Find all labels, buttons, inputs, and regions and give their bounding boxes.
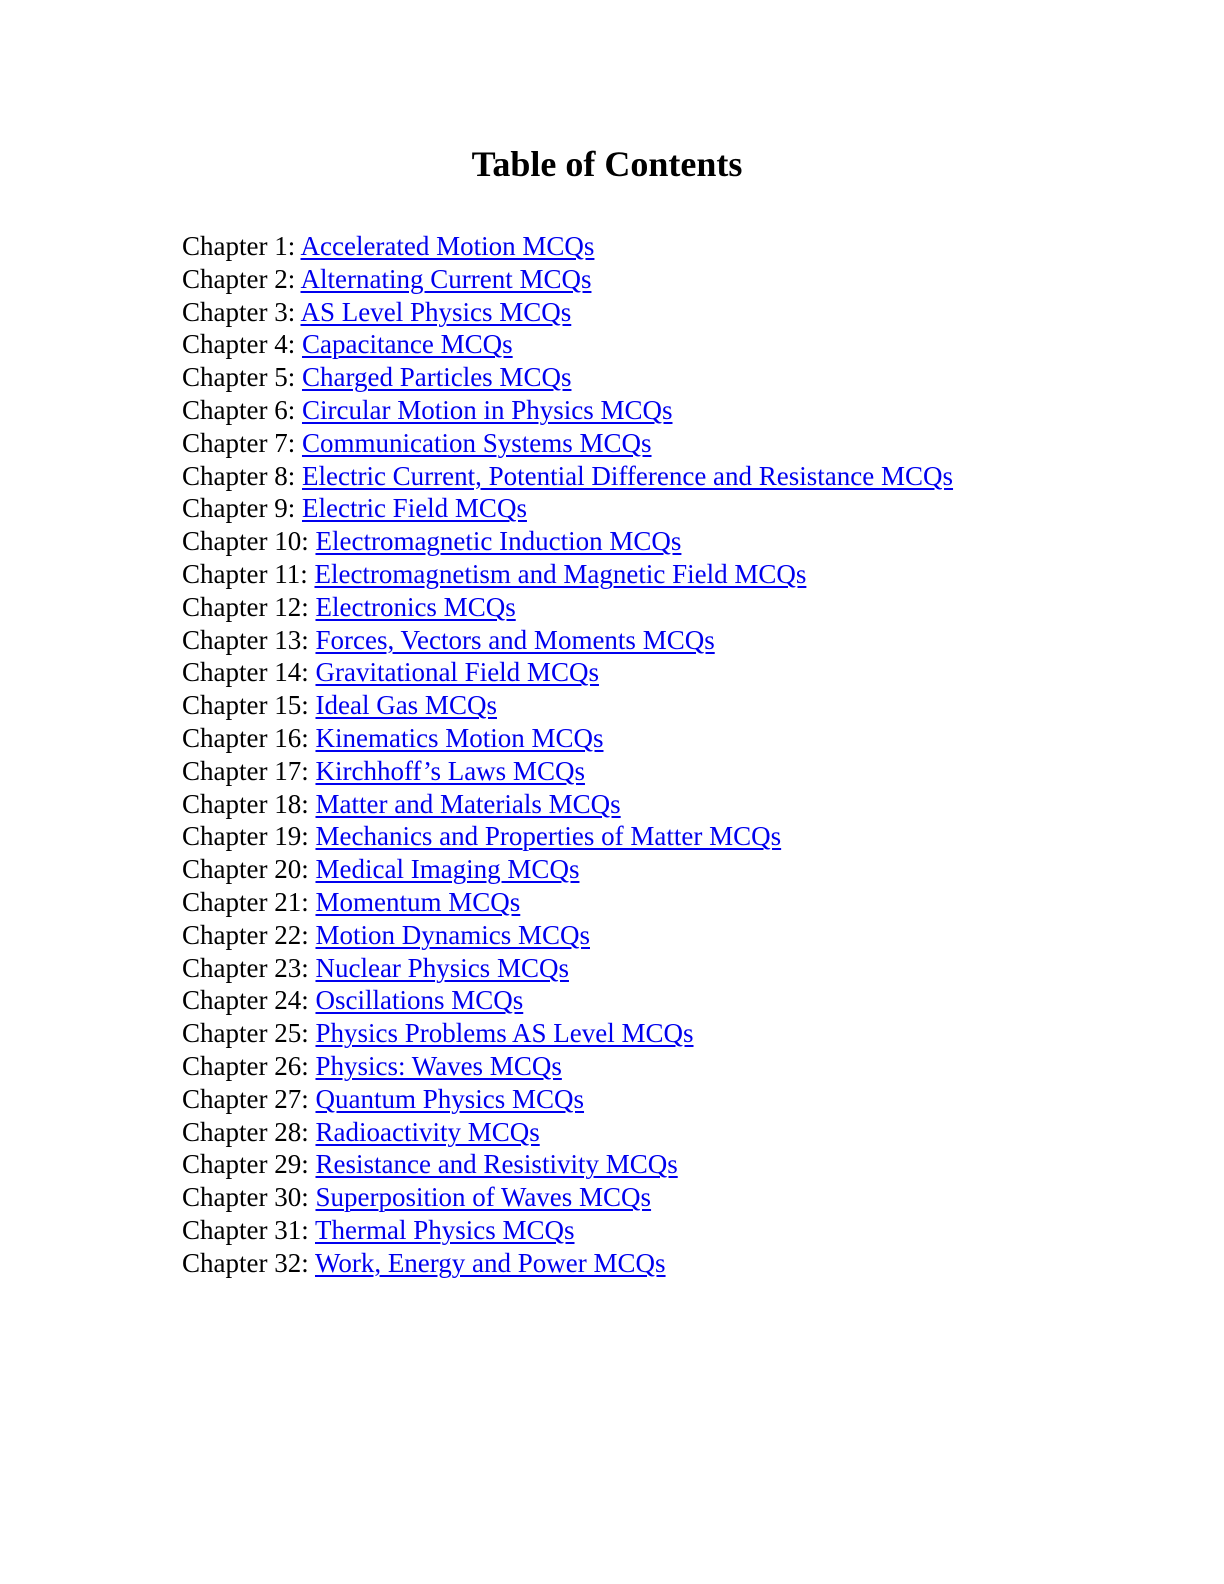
chapter-link[interactable]: Oscillations MCQs <box>315 985 524 1016</box>
chapter-link[interactable]: Superposition of Waves MCQs <box>315 1182 652 1213</box>
toc-entry <box>182 558 953 591</box>
toc-entry <box>182 952 953 985</box>
chapter-label: Chapter 19: <box>182 821 309 852</box>
chapter-link[interactable]: Work, Energy and Power MCQs <box>315 1247 666 1278</box>
chapter-link[interactable]: Electromagnetism and Magnetic Field MCQs <box>314 558 807 589</box>
chapter-link[interactable]: Electromagnetic Induction MCQs <box>315 526 682 557</box>
toc-entry <box>182 1247 953 1280</box>
chapter-label: Chapter 31: <box>182 1214 309 1245</box>
chapter-label: Chapter 4: <box>182 329 296 360</box>
chapter-link[interactable]: Physics: Waves MCQs <box>315 1050 562 1081</box>
toc-entry <box>182 263 953 296</box>
toc-entry <box>182 1017 953 1050</box>
toc-entry <box>182 492 953 525</box>
chapter-label: Chapter 7: <box>182 427 296 458</box>
toc-entry <box>182 1181 953 1214</box>
toc-entry <box>182 1050 953 1083</box>
chapter-label: Chapter 11: <box>182 558 308 589</box>
toc-entry <box>182 656 953 689</box>
chapter-link[interactable]: Forces, Vectors and Moments MCQs <box>315 624 715 655</box>
chapter-link[interactable]: AS Level Physics MCQs <box>300 296 572 327</box>
toc-entry <box>182 591 953 624</box>
chapter-label: Chapter 9: <box>182 493 296 524</box>
chapter-label: Chapter 27: <box>182 1083 309 1114</box>
toc-entry <box>182 1083 953 1116</box>
toc-entry <box>182 328 953 361</box>
chapter-label: Chapter 1: <box>182 231 296 261</box>
chapter-link[interactable]: Resistance and Resistivity MCQs <box>315 1149 678 1180</box>
toc-entry <box>182 984 953 1017</box>
chapter-link[interactable]: Matter and Materials MCQs <box>315 788 621 819</box>
chapter-label: Chapter 21: <box>182 886 309 917</box>
toc-entry <box>182 919 953 952</box>
chapter-label: Chapter 2: <box>182 263 296 294</box>
chapter-label: Chapter 24: <box>182 985 309 1016</box>
chapter-label: Chapter 30: <box>182 1182 309 1213</box>
toc-entry <box>182 1148 953 1181</box>
toc-entry <box>182 853 953 886</box>
chapter-link[interactable]: Momentum MCQs <box>315 886 521 917</box>
chapter-label: Chapter 14: <box>182 657 309 688</box>
chapter-label: Chapter 6: <box>182 394 296 425</box>
chapter-link[interactable]: Ideal Gas MCQs <box>315 690 497 721</box>
chapter-link[interactable]: Thermal Physics MCQs <box>315 1214 575 1245</box>
chapter-link[interactable]: Kinematics Motion MCQs <box>315 722 604 753</box>
table-of-contents-list <box>182 230 953 1280</box>
chapter-link[interactable]: Mechanics and Properties of Matter MCQs <box>315 821 782 852</box>
toc-entry <box>182 296 953 329</box>
toc-entry <box>182 820 953 853</box>
chapter-label: Chapter 12: <box>182 591 309 622</box>
chapter-link[interactable]: Alternating Current MCQs <box>300 263 592 294</box>
chapter-link[interactable]: Electric Field MCQs <box>301 493 527 524</box>
toc-entry <box>182 361 953 394</box>
chapter-link[interactable]: Motion Dynamics MCQs <box>315 919 590 950</box>
chapter-label: Chapter 28: <box>182 1116 309 1147</box>
chapter-link[interactable]: Communication Systems MCQs <box>301 427 652 458</box>
chapter-label: Chapter 18: <box>182 788 309 819</box>
chapter-label: Chapter 8: <box>182 460 296 491</box>
chapter-label: Chapter 13: <box>182 624 309 655</box>
chapter-label: Chapter 20: <box>182 854 309 885</box>
chapter-label: Chapter 3: <box>182 296 296 327</box>
toc-entry <box>182 394 953 427</box>
chapter-label: Chapter 22: <box>182 919 309 950</box>
toc-entry <box>182 1116 953 1149</box>
chapter-link[interactable]: Charged Particles MCQs <box>301 362 572 393</box>
chapter-link[interactable]: Electric Current, Potential Difference and Resistance MCQs <box>301 460 954 491</box>
toc-entry <box>182 460 953 493</box>
chapter-link[interactable]: Quantum Physics MCQs <box>315 1083 585 1114</box>
chapter-link[interactable]: Medical Imaging MCQs <box>315 854 580 885</box>
chapter-link[interactable]: Capacitance MCQs <box>301 329 513 360</box>
chapter-label: Chapter 32: <box>182 1247 309 1278</box>
chapter-link[interactable]: Electronics MCQs <box>315 591 516 622</box>
page-title: Table of Contents <box>471 144 743 184</box>
chapter-label: Chapter 5: <box>182 362 296 393</box>
toc-entry <box>182 886 953 919</box>
toc-entry <box>182 788 953 821</box>
toc-entry <box>182 525 953 558</box>
chapter-label: Chapter 29: <box>182 1149 309 1180</box>
toc-entry <box>182 1214 953 1247</box>
toc-entry <box>182 230 953 263</box>
chapter-link[interactable]: Radioactivity MCQs <box>315 1116 540 1147</box>
toc-entry <box>182 624 953 657</box>
toc-entry <box>182 722 953 755</box>
chapter-label: Chapter 15: <box>182 690 309 721</box>
chapter-link[interactable]: Accelerated Motion MCQs <box>300 231 595 261</box>
chapter-link[interactable]: Nuclear Physics MCQs <box>315 952 569 983</box>
chapter-link[interactable]: Physics Problems AS Level MCQs <box>315 1018 694 1049</box>
toc-entry <box>182 427 953 460</box>
chapter-link[interactable]: Gravitational Field MCQs <box>315 657 599 688</box>
chapter-link[interactable]: Circular Motion in Physics MCQs <box>301 394 673 425</box>
chapter-label: Chapter 16: <box>182 722 309 753</box>
toc-entry <box>182 755 953 788</box>
chapter-label: Chapter 17: <box>182 755 309 786</box>
toc-entry <box>182 689 953 722</box>
chapter-label: Chapter 25: <box>182 1018 309 1049</box>
chapter-label: Chapter 23: <box>182 952 309 983</box>
chapter-label: Chapter 26: <box>182 1050 309 1081</box>
chapter-link[interactable]: Kirchhoff’s Laws MCQs <box>315 755 585 786</box>
chapter-label: Chapter 10: <box>182 526 309 557</box>
